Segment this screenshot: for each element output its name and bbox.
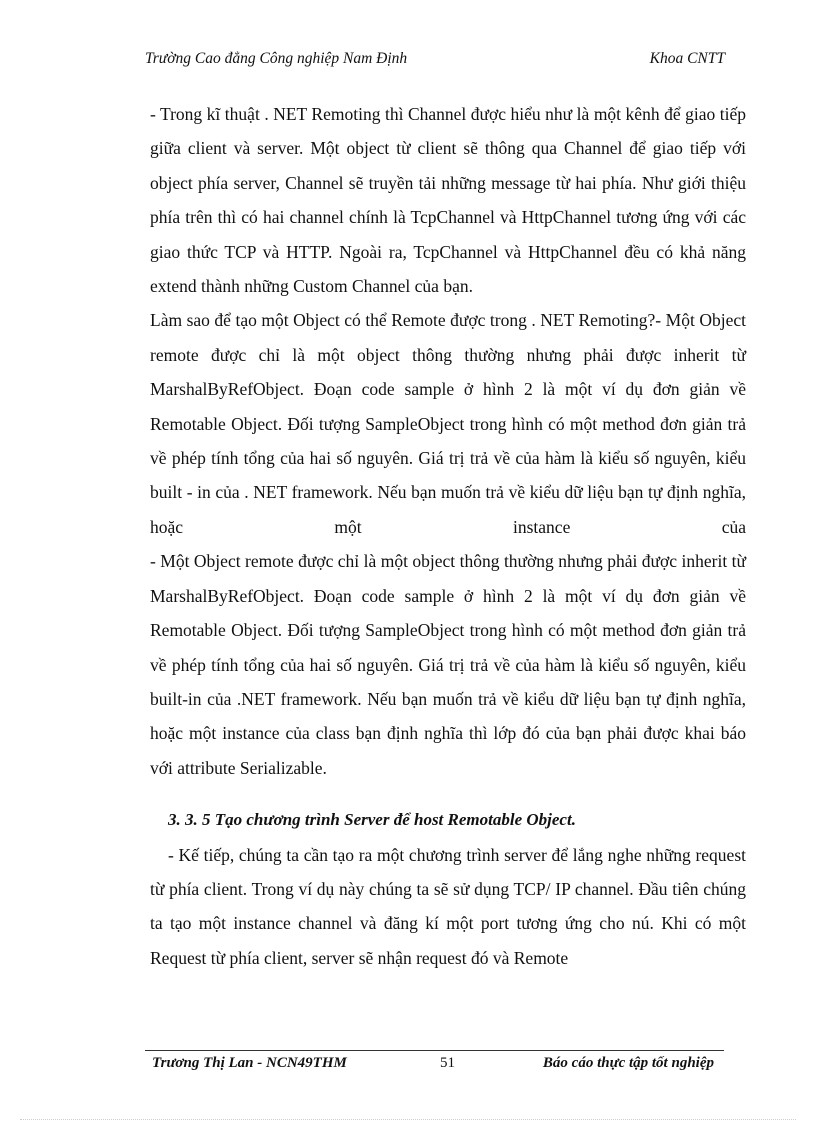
page-number: 51 <box>440 1055 455 1071</box>
header-department: Khoa CNTT <box>649 50 725 67</box>
footer-author: Trương Thị Lan - NCN49THM <box>152 1055 347 1071</box>
body-paragraph-channel: - Trong kĩ thuật . NET Remoting thì Channel được hiểu như là một kênh để giao tiếp giữa client và server. Một object từ client sẽ thông qua Channel để giao tiếp với object phía server, Channel sẽ truyền tải những message từ hai phía. Như giới thiệu phía trên thì có hai channel chính là TcpChannel và HttpChannel tương ứng với các giao thức TCP và HTTP. Ngoài ra, TcpChannel và HttpChannel đều có khả năng extend thành những Custom Channel của bạn. <box>150 104 746 297</box>
footer-divider <box>145 1050 724 1051</box>
header-school-name: Trường Cao đẳng Công nghiệp Nam Định <box>145 50 408 67</box>
body-paragraph-remote-object: - Một Object remote được chỉ là một object thông thường nhưng phải được inherit từ MarshalByRefObject. Đoạn code sample ở hình 2 là một ví dụ đơn giản về Remotable Object. Đối tượng SampleObject trong hình có một method đơn giản trả về phép tính tổng của hai số nguyên. Giá trị trả về của hàm là kiểu số nguyên, kiểu built-in của .NET framework. Nếu bạn muốn trả về kiểu dữ liệu bạn tự định nghĩa, hoặc một instance của class bạn định nghĩa thì lớp đó của bạn phải được khai báo với attribute Serializable. <box>150 551 746 778</box>
page-bottom-border <box>20 1119 796 1120</box>
section-heading: 3. 3. 5 Tạo chương trình Server để host Remotable Object. <box>168 810 576 830</box>
page-body <box>150 97 746 975</box>
page-header <box>145 50 725 68</box>
footer-report-title: Báo cáo thực tập tốt nghiệp <box>542 1055 714 1071</box>
body-paragraph-server: - Kế tiếp, chúng ta cần tạo ra một chương trình server để lắng nghe những request từ phía client. Trong ví dụ này chúng ta sẽ sử dụng TCP/ IP channel. Đầu tiên chúng ta tạo một instance channel và đăng kí một port tương ứng cho nú. Khi có một Request từ phía client, server sẽ nhận request đó và Remote <box>150 844 746 968</box>
body-paragraph-remote-object-question: Làm sao để tạo một Object có thể Remote được trong . NET Remoting?- Một Object remote được chỉ là một object thông thường nhưng phải được inherit từ MarshalByRefObject. Đoạn code sample ở hình 2 là một ví dụ đơn giản về Remotable Object. Đối tượng SampleObject trong hình có một method đơn giản trả về phép tính tổng của hai số nguyên. Giá trị trả về của hàm là kiểu số nguyên, kiểu built - in của . NET framework. Nếu bạn muốn trả về kiểu dữ liệu bạn tự định nghĩa, hoặc một instance của <box>150 310 746 537</box>
